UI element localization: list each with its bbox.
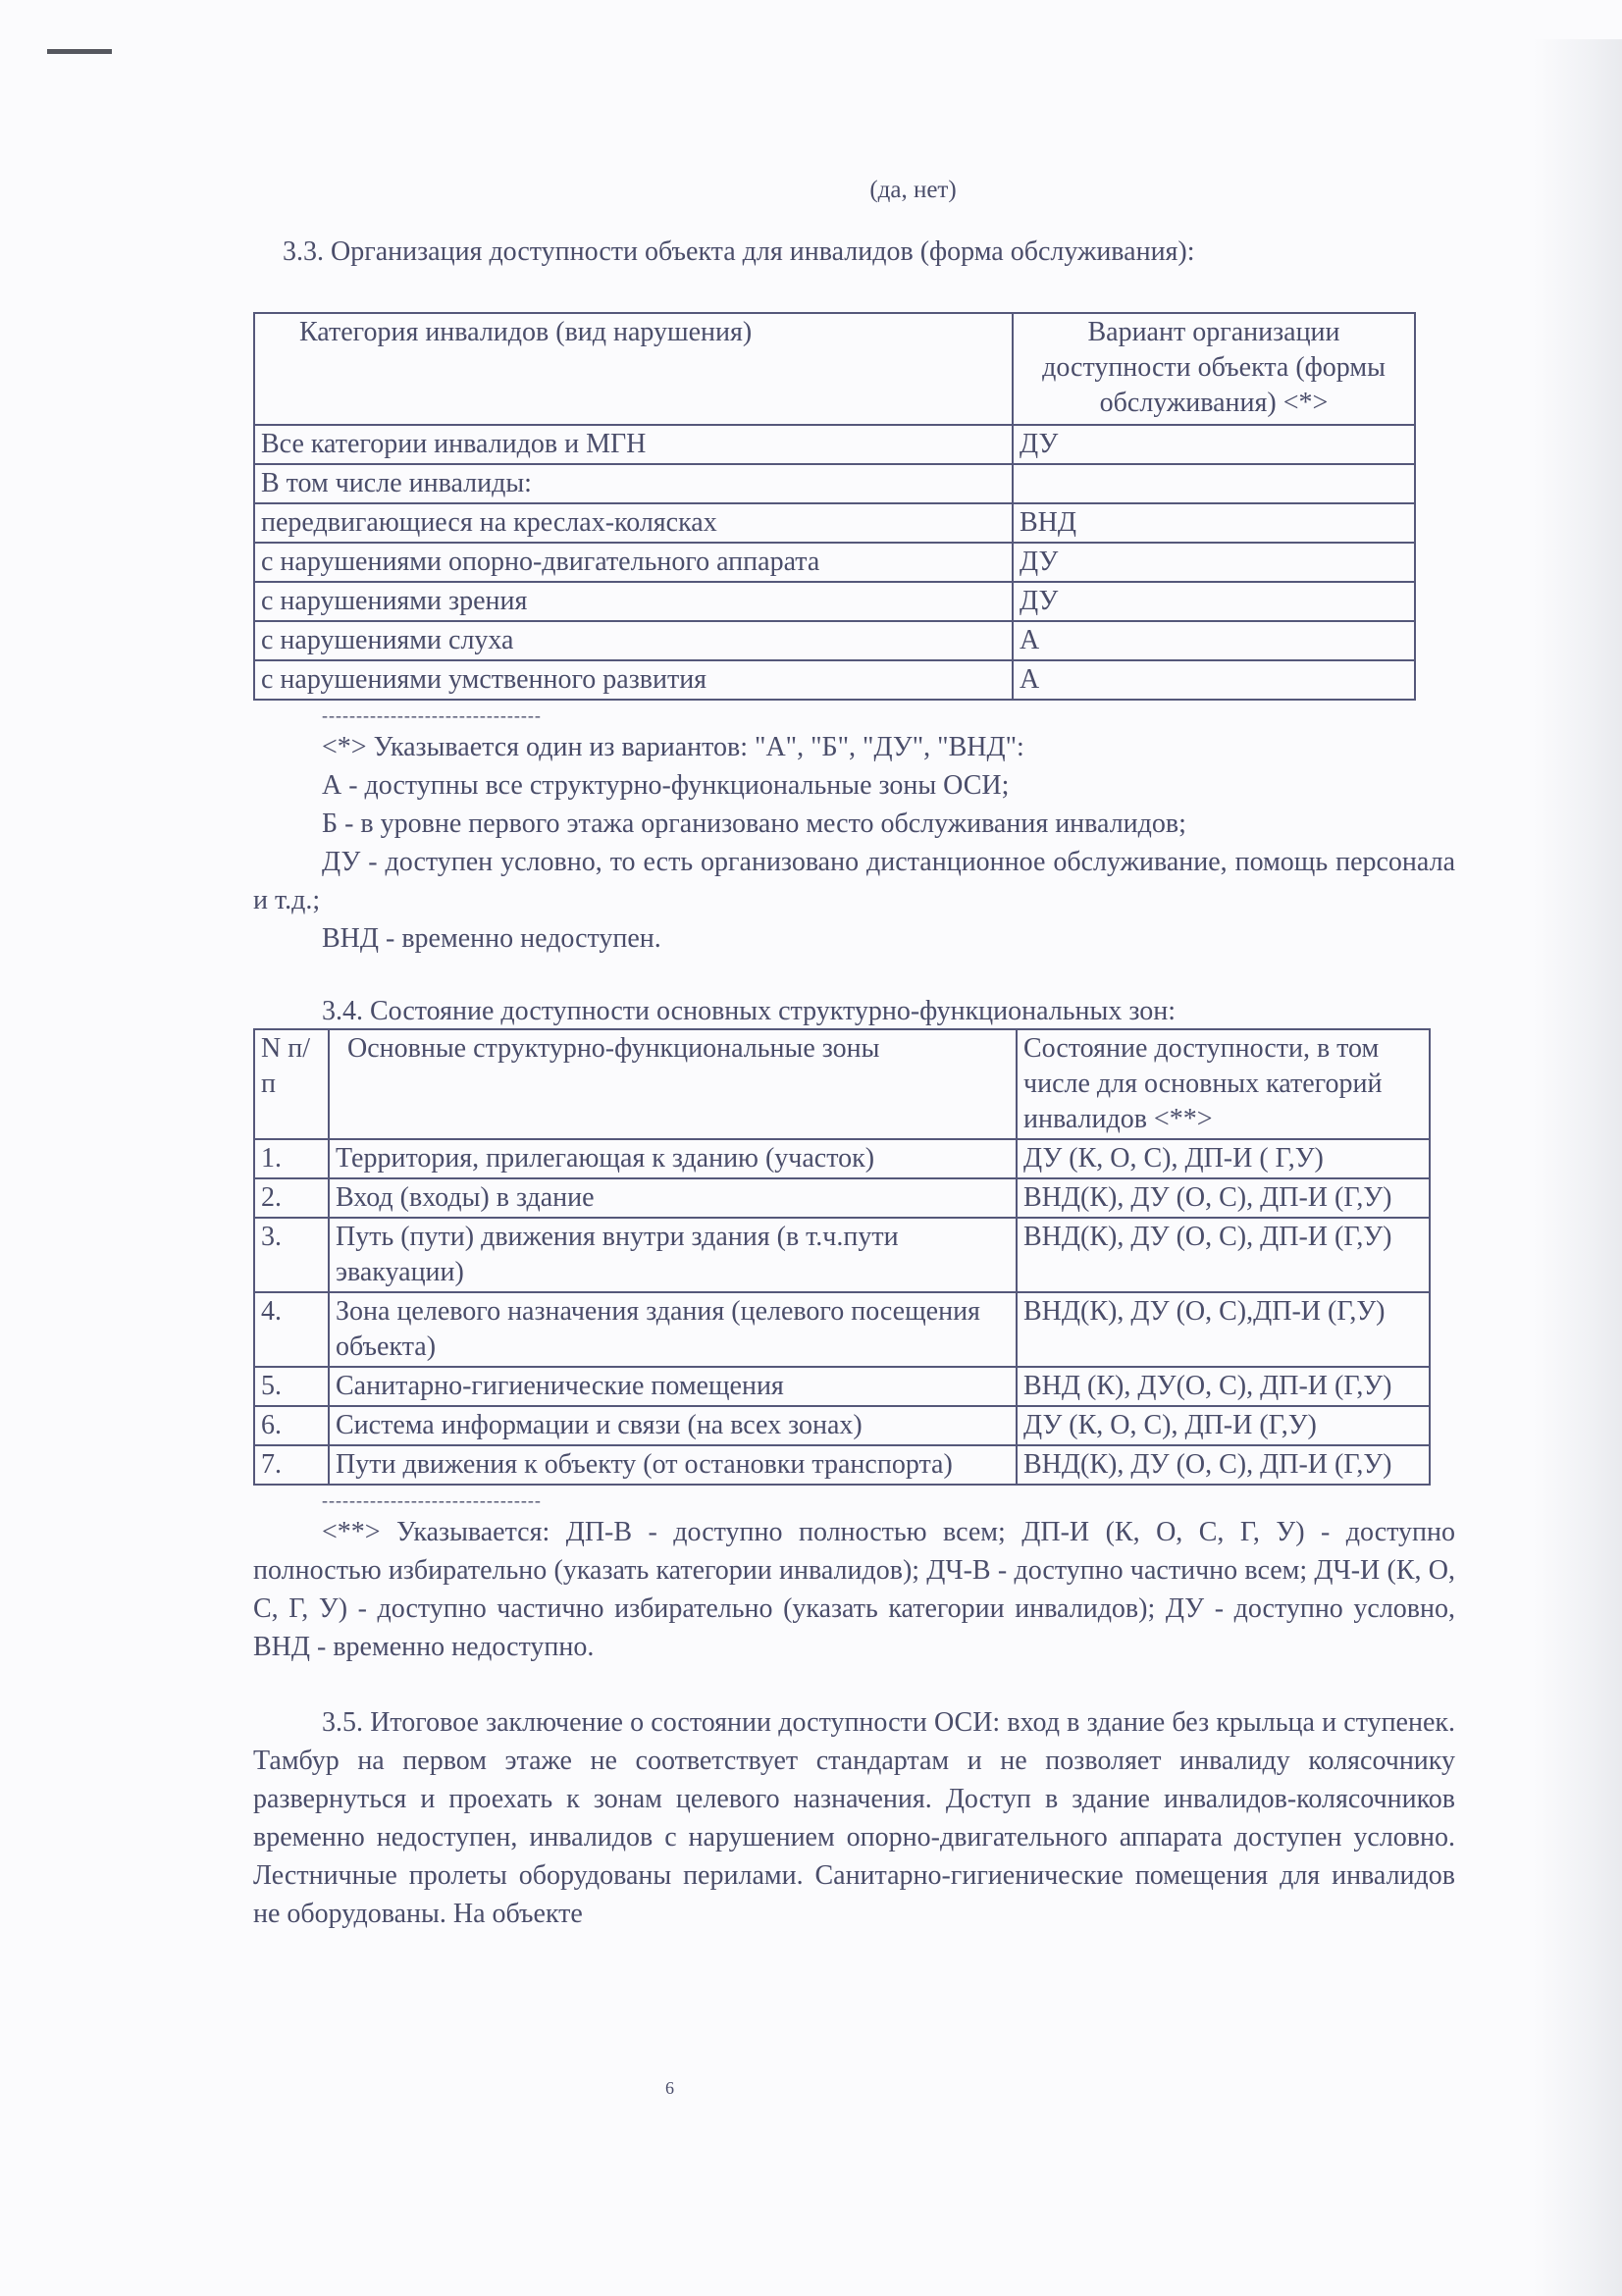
table-row (254, 1367, 1430, 1406)
zone-cell: Вход (входы) в здание (329, 1178, 1017, 1218)
footnote-line: Б - в уровне первого этажа организовано место обслуживания инвалидов; (322, 809, 1186, 839)
table-row (254, 1292, 1430, 1367)
row-number: 5. (254, 1367, 329, 1406)
status-cell: ДУ (К, О, С), ДП-И (Г,У) (1017, 1406, 1430, 1445)
zone-cell: Путь (пути) движения внутри здания (в т.ч.пути эвакуации) (329, 1218, 1017, 1292)
status-cell: ВНД(К), ДУ (О, С), ДП-И (Г,У) (1017, 1178, 1430, 1218)
table-row (254, 1406, 1430, 1445)
category-cell: с нарушениями слуха (254, 621, 1013, 660)
table-header-row (254, 1029, 1430, 1139)
conclusion-paragraph: 3.5. Итоговое заключение о состоянии доступности ОСИ: вход в здание без крыльца и ступенек. Тамбур на первом этаже не соответствует стандартам и не позволяет инвалиду колясочнику развернуться и проехать к зонам целевого назначения. Доступ в здание инвалидов-колясочников временно недоступен, инвалидов с нарушением опорно-двигательного аппарата доступен условно. Лестничные пролеты оборудованы перилами. Санитарно-гигиенические помещения для инвалидов не оборудованы. На объекте (253, 1707, 1455, 1929)
variant-cell: ДУ (1013, 582, 1415, 621)
row-number: 4. (254, 1292, 329, 1367)
variant-cell: ДУ (1013, 425, 1415, 464)
status-cell: ВНД(К), ДУ (О, С), ДП-И (Г,У) (1017, 1445, 1430, 1485)
footnote-line: А - доступны все структурно-функциональные зоны ОСИ; (322, 770, 1010, 801)
status-cell: ВНД (К), ДУ(О, С), ДП-И (Г,У) (1017, 1367, 1430, 1406)
scan-edge-shadow (1534, 39, 1622, 2296)
section-3-3-title: 3.3. Организация доступности объекта для инвалидов (форма обслуживания): (283, 236, 1195, 267)
row-number: 3. (254, 1218, 329, 1292)
table-row (254, 660, 1415, 700)
document-page (253, 177, 1455, 1933)
row-number: 1. (254, 1139, 329, 1178)
table-row (254, 621, 1415, 660)
footnote-separator: -------------------------------- (322, 705, 542, 725)
table-row (254, 503, 1415, 543)
footnote-line: ВНД - временно недоступен. (322, 923, 661, 954)
category-cell: передвигающиеся на креслах-колясках (254, 503, 1013, 543)
column-header: Вариант организации доступности объекта (формы обслуживания) <*> (1013, 313, 1415, 425)
zones-accessibility-table (253, 1028, 1431, 1486)
category-cell: с нарушениями зрения (254, 582, 1013, 621)
table-row (254, 543, 1415, 582)
category-cell: Все категории инвалидов и МГН (254, 425, 1013, 464)
category-cell: с нарушениями опорно-двигательного аппарата (254, 543, 1013, 582)
table-header-row (254, 313, 1415, 425)
zone-cell: Территория, прилегающая к зданию (участок) (329, 1139, 1017, 1178)
status-cell: ВНД(К), ДУ (О, С),ДП-И (Г,У) (1017, 1292, 1430, 1367)
column-header: N п/п (254, 1029, 329, 1139)
status-cell: ДУ (К, О, С), ДП-И ( Г,У) (1017, 1139, 1430, 1178)
table-row (254, 1218, 1430, 1292)
accessibility-form-table (253, 312, 1416, 701)
zone-cell: Пути движения к объекту (от остановки транспорта) (329, 1445, 1017, 1485)
category-cell: В том числе инвалиды: (254, 464, 1013, 503)
zone-cell: Зона целевого назначения здания (целевого посещения объекта) (329, 1292, 1017, 1367)
scan-mark (47, 49, 112, 54)
zone-cell: Система информации и связи (на всех зонах) (329, 1406, 1017, 1445)
row-number: 2. (254, 1178, 329, 1218)
page-number: 6 (665, 2078, 674, 2098)
column-header: Категория инвалидов (вид нарушения) (254, 313, 1013, 425)
column-header: Состояние доступности, в том числе для основных категорий инвалидов <**> (1017, 1029, 1430, 1139)
header-hint: (да, нет) (869, 177, 957, 203)
table-row (254, 582, 1415, 621)
table-row (254, 464, 1415, 503)
table-row (254, 1139, 1430, 1178)
column-header: Основные структурно-функциональные зоны (329, 1029, 1017, 1139)
footnote-separator: -------------------------------- (322, 1490, 542, 1510)
row-number: 6. (254, 1406, 329, 1445)
table-row (254, 1445, 1430, 1485)
row-number: 7. (254, 1445, 329, 1485)
footnote-line: ДУ - доступен условно, то есть организовано дистанционное обслуживание, помощь персонала и т.д.; (253, 847, 1455, 915)
status-cell: ВНД(К), ДУ (О, С), ДП-И (Г,У) (1017, 1218, 1430, 1292)
variant-cell: А (1013, 621, 1415, 660)
variant-cell (1013, 464, 1415, 503)
variant-cell: А (1013, 660, 1415, 700)
table-row (254, 425, 1415, 464)
footnote-paragraph: <**> Указывается: ДП-В - доступно полностью всем; ДП-И (К, О, С, Г, У) - доступно полностью избирательно (указать категории инвалидов); ДЧ-В - доступно частично всем; ДЧ-И (К, О, С, Г, У) - доступно частично избирательно (указать категории инвалидов); ДУ - доступно условно, ВНД - временно недоступно. (253, 1517, 1455, 1662)
footnote-line: <*> Указывается один из вариантов: "А", "Б", "ДУ", "ВНД": (322, 732, 1024, 762)
section-3-4-title: 3.4. Состояние доступности основных структурно-функциональных зон: (322, 996, 1176, 1026)
table-row (254, 1178, 1430, 1218)
variant-cell: ДУ (1013, 543, 1415, 582)
variant-cell: ВНД (1013, 503, 1415, 543)
zone-cell: Санитарно-гигиенические помещения (329, 1367, 1017, 1406)
category-cell: с нарушениями умственного развития (254, 660, 1013, 700)
